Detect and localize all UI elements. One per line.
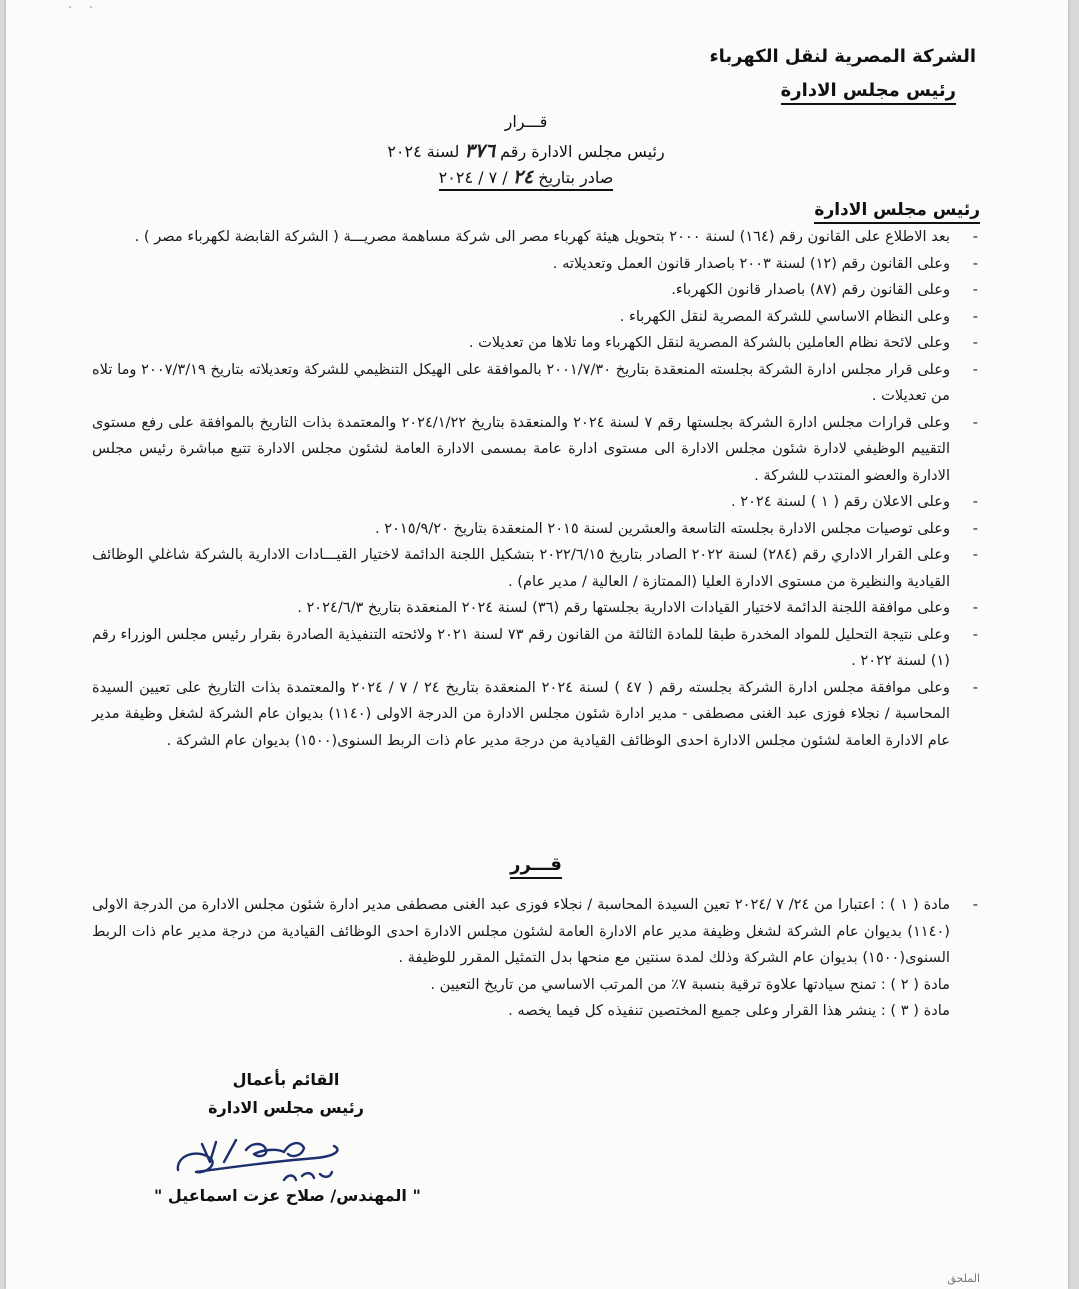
signature-stroke — [224, 1140, 236, 1162]
decision-number-handwritten: ٣٧٦ — [464, 140, 496, 162]
decision-date-prefix: صادر بتاريخ — [538, 168, 614, 187]
preamble-clause: - وعلى قرارات مجلس ادارة الشركة بجلستها رقم ٧ لسنة ٢٠٢٤ والمنعقدة بتاريخ ٢٠٢٤/١/٢٢ والمعتمدة بذات التاريخ بالموافقة على رفع مستوى التقييم الوظيفي لادارة شئون مجلس الادارة الى مستوى ادارة عامة بمسمى الادارة العامة لشئون مجلس الادارة تتبع مباشرة رئيس مجلس الادارة والعضو المنتدب للشركة . — [92, 410, 950, 490]
scan-edge-mark: · · — [68, 0, 100, 16]
preamble-clause: - وعلى موافقة اللجنة الدائمة لاختيار القيادات الادارية بجلستها رقم (٣٦) لسنة ٢٠٢٤ المنعقدة بتاريخ ٢٠٢٤/٦/٣ . — [92, 595, 950, 622]
resolution-title-text: قـــرر — [510, 854, 562, 879]
chairman-heading-text: رئيس مجلس الادارة — [781, 80, 956, 105]
decision-date-suffix: / ٧ / ٢٠٢٤ — [438, 168, 508, 187]
article-2: مادة ( ٢ ) : تمنح سيادتها علاوة ترقية بنسبة ٧٪ من المرتب الاساسي من تاريخ التعيين . — [430, 975, 950, 993]
chairman-heading — [781, 80, 956, 101]
decision-title: قـــرار — [504, 112, 548, 131]
article-1: - مادة ( ١ ) : اعتبارا من ٢٤/ ٧ /٢٠٢٤ تعين السيدة المحاسبة / نجلاء فوزى عبد الغنى مصطفى مدير ادارة شئون مجلس الادارة من الدرجة الاولى (١١٤٠) بديوان عام الشركة لشغل وظيفة مدير عام الادارة العامة لشئون مجلس الادارة احدى الوظائف القيادية من درجة مدير عام ذات الربط السنوى(١٥٠٠) بديوان عام الشركة وذلك لمدة سنتين مع منحها بدل التمثيل المقرر للوظيفة . — [92, 892, 950, 972]
preamble-clause: - وعلى لائحة نظام العاملين بالشركة المصرية لنقل الكهرباء وما تلاها من تعديلات . — [92, 330, 950, 357]
preamble-title-text: رئيس مجلس الادارة — [814, 200, 980, 224]
preamble-clause: - وعلى القرار الاداري رقم (٢٨٤) لسنة ٢٠٢٢ الصادر بتاريخ ٢٠٢٢/٦/١٥ بتشكيل اللجنة الدائمة لاختيار القيـــادات الادارية بالشركة شاغلي الوظائف القيادية والنظيرة من مستوى الادارة العليا (الممتازة / العالية / مدير عام) . — [92, 542, 950, 595]
signatory-name: " المهندس/ صلاح عزت اسماعيل " — [154, 1186, 421, 1205]
decision-year: لسنة ٢٠٢٤ — [387, 142, 460, 161]
resolution-articles — [92, 892, 950, 1025]
signature-stroke — [178, 1146, 338, 1172]
decision-number-line — [356, 140, 696, 162]
signature-title-acting: القائم بأعمال — [232, 1070, 340, 1089]
preamble-clause: - وعلى توصيات مجلس الادارة بجلسته التاسعة والعشرين لسنة ٢٠١٥ المنعقدة بتاريخ ٢٠١٥/٩/٢٠ . — [92, 516, 950, 543]
signature-stroke — [202, 1142, 216, 1162]
signature-stroke — [246, 1143, 304, 1156]
preamble-clause: - وعلى النظام الاساسي للشركة المصرية لنقل الكهرباء . — [92, 304, 950, 331]
handwritten-signature — [166, 1128, 406, 1192]
preamble-clause: - وعلى قرار مجلس ادارة الشركة بجلسته المنعقدة بتاريخ ٢٠٠١/٧/٣٠ بالموافقة على الهيكل التنظيمي للشركة وتعديلاته بتاريخ ٢٠٠٧/٣/١٩ وما تلاه من تعديلات . — [92, 357, 950, 410]
decision-number-prefix: رئيس مجلس الادارة رقم — [500, 142, 665, 161]
document-page — [6, 0, 1068, 1289]
decision-date-handwritten: ٢٤ — [512, 166, 534, 188]
decision-date-underlined — [439, 168, 614, 191]
signature-stroke — [284, 1172, 332, 1180]
signature-title-chairman: رئيس مجلس الادارة — [208, 1098, 364, 1117]
signature-block — [156, 1066, 416, 1192]
preamble-clause: - وعلى القانون رقم (١٢) لسنة ٢٠٠٣ باصدار قانون العمل وتعديلاته . — [92, 251, 950, 278]
resolution-title — [466, 854, 606, 875]
preamble-clause: - وعلى نتيجة التحليل للمواد المخدرة طبقا للمادة الثالثة من القانون رقم ٧٣ لسنة ٢٠٢١ ولائحته التنفيذية الصادرة بقرار رئيس مجلس الوزراء رقم (١) لسنة ٢٠٢٢ . — [92, 622, 950, 675]
preamble-clause: - وعلى القانون رقم (٨٧) باصدار قانون الكهرباء. — [92, 277, 950, 304]
preamble-title — [814, 200, 980, 220]
article-3: مادة ( ٣ ) : ينشر هذا القرار وعلى جميع المختصين تنفيذه كل فيما يخصه . — [508, 1002, 950, 1019]
corner-annotation: الملحق — [947, 1272, 980, 1285]
preamble-clause: - وعلى الاعلان رقم ( ١ ) لسنة ٢٠٢٤ . — [92, 489, 950, 516]
decision-date-line — [356, 166, 696, 188]
preamble-clause: - بعد الاطلاع على القانون رقم (١٦٤) لسنة ٢٠٠٠ بتحويل هيئة كهرباء مصر الى شركة مساهمة مصريـــة ( الشركة القابضة لكهرباء مصر ) . — [92, 224, 950, 251]
preamble-clause: - وعلى موافقة مجلس ادارة الشركة بجلسته رقم ( ٤٧ ) لسنة ٢٠٢٤ المنعقدة بتاريخ ٢٤ / ٧ / ٢٠٢٤ والمعتمدة بذات التاريخ على تعيين السيدة المحاسبة / نجلاء فوزى عبد الغنى مصطفى - مدير ادارة شئون مجلس الادارة من الدرجة الاولى (١١٤٠) بديوان عام الشركة لشغل وظيفة مدير عام الادارة العامة لشئون مجلس الادارة احدى الوظائف القيادية من درجة مدير عام ذات الربط السنوى(١٥٠٠) بديوان عام الشركة . — [92, 675, 950, 755]
company-name: الشركة المصرية لنقل الكهرباء — [709, 46, 976, 67]
preamble-clauses-list — [92, 224, 950, 754]
